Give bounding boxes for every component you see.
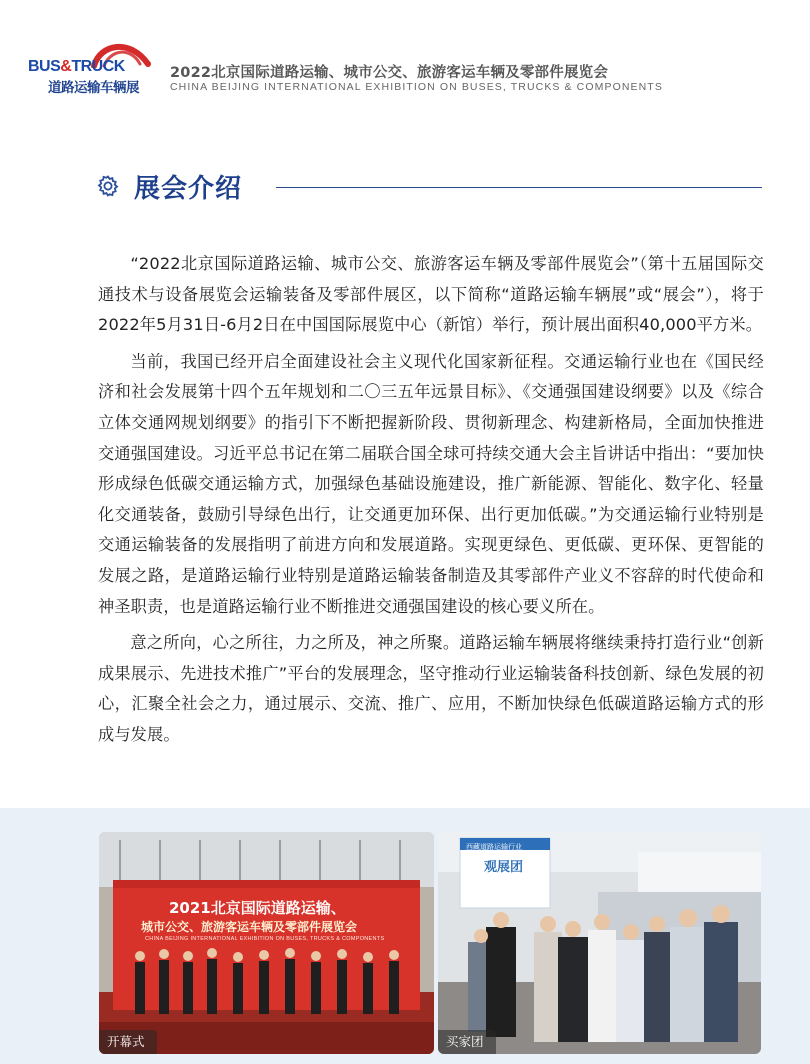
- gear-icon: [96, 174, 120, 198]
- opening-ceremony-scene: [99, 832, 434, 1054]
- photo-caption-buyers: 买家团: [438, 1030, 496, 1054]
- banner-title-line1: 2021北京国际道路运输、: [169, 899, 346, 917]
- delegation-sign-line1: 西藏道路运输行业: [466, 843, 522, 851]
- intro-paragraph-2: 当前，我国已经开启全面建设社会主义现代化国家新征程。交通运输行业也在《国民经济和社会发展第十四个五年规划和二〇三五年远景目标》、《交通强国建设纲要》以及《综合立体交通网规划纲要》的指引下不断把握新阶段、贯彻新理念、构建新格局，全面加快推进交通强国建设。习近平总书记在第二届联合国全球可持续交通大会主旨讲话中指出：“要加快形成绿色低碳交通运输方式，加强绿色基础设施建设，推广新能源、智能化、数字化、轻量化交通装备，鼓励引导绿色出行，让交通更加环保、出行更加低碳。”为交通运输行业特别是交通运输装备的发展指明了前进方向和发展道路。实现更绿色、更低碳、更环保、更智能的发展之路，是道路运输行业特别是道路运输装备制造及其零部件产业义不容辞的时代使命和神圣职责，也是道路运输行业不断推进交通强国建设的核心要义所在。: [98, 351, 764, 616]
- exhibition-logo: [28, 38, 153, 96]
- delegation-sign-line2: 观展团: [484, 860, 524, 875]
- intro-paragraph-1: “2022北京国际道路运输、城市公交、旅游客运车辆及零部件展览会”（第十五届国际交通技术与设备展览会运输装备及零部件展区，以下简称“道路运输车辆展”或“展会”），将于2022年5月31日-6月2日在中国国际展览中心（新馆）举行，预计展出面积40,000平方米。: [98, 254, 764, 335]
- intro-content: [98, 249, 764, 757]
- photo-gallery: [0, 808, 810, 1064]
- photo-caption-opening: 开幕式: [99, 1030, 157, 1054]
- section-divider: [276, 187, 762, 188]
- header-subtitle: CHINA BEIJING INTERNATIONAL EXHIBITION ON BUSES, TRUCKS & COMPONENTS: [170, 81, 663, 93]
- intro-paragraph-3: 意之所向，心之所往，力之所及，神之所聚。道路运输车辆展将继续秉持打造行业“创新成果展示、先进技术推广”平台的发展理念，坚守推动行业运输装备科技创新、绿色发展的初心，汇聚全社会之力，通过展示、交流、推广、应用，不断加快绿色低碳道路运输方式的形成与发展。: [98, 633, 764, 744]
- opening-ceremony-photo: [99, 832, 434, 1054]
- section-heading: [96, 168, 766, 208]
- header-title: 2022北京国际道路运输、城市公交、旅游客运车辆及零部件展览会: [170, 65, 609, 81]
- buyer-delegation-photo: [438, 832, 761, 1054]
- page-header: [0, 0, 810, 110]
- banner-title-line2: 城市公交、旅游客运车辆及零部件展览会: [141, 920, 358, 934]
- section-title: 展会介绍: [134, 174, 243, 204]
- banner-english: CHINA BEIJING INTERNATIONAL EXHIBITION ON BUSES, TRUCKS & COMPONENTS: [145, 936, 385, 942]
- logo-wordmark: BUS&TRUCK: [28, 58, 125, 75]
- logo-chinese-name: 道路运输车辆展: [48, 80, 139, 96]
